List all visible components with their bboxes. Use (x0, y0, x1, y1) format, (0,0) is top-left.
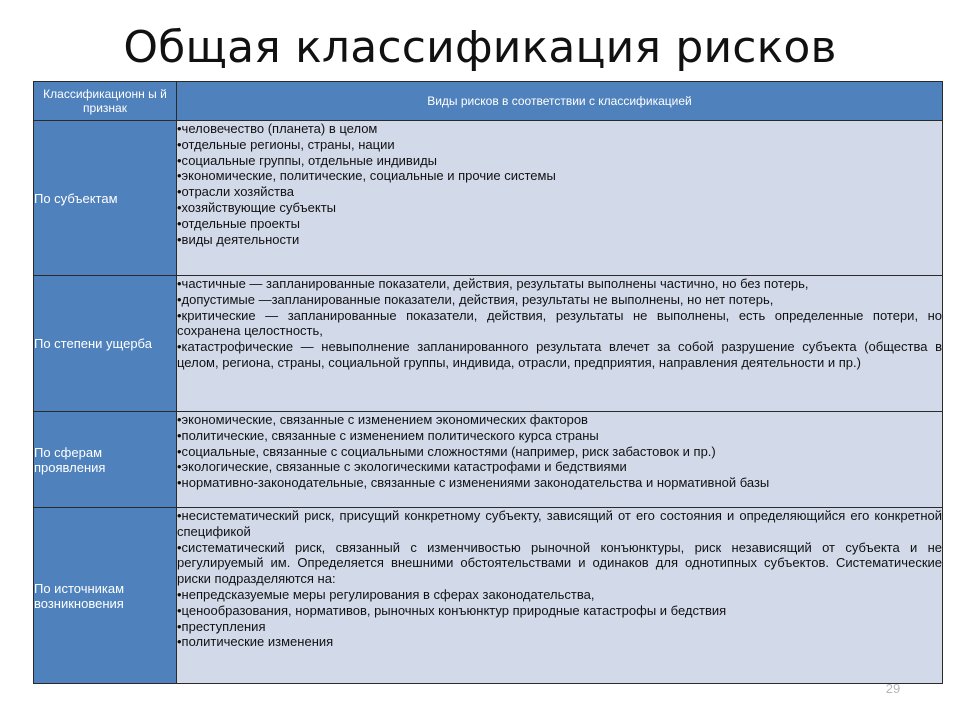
list-item: •экономические, связанные с изменением экономических факторов (177, 412, 588, 427)
row-category: По субъектам (34, 121, 177, 276)
list-item: •отрасли хозяйства (177, 184, 295, 200)
header-risk-types: Виды рисков в соответствии с классификацией (177, 82, 943, 121)
list-item: •политические изменения (177, 634, 334, 650)
slide-title: Общая классификация рисков (123, 22, 837, 73)
risk-classification-table (33, 81, 943, 684)
list-item: •нормативно-законодательные, связанные с изменениями законодательства и нормативной базы (177, 475, 770, 491)
list-item: •виды деятельности (177, 231, 300, 247)
row-items (177, 412, 943, 508)
header-classification-feature: Классификационн ы й признак (34, 82, 177, 121)
page-number: 29 (885, 681, 901, 696)
list-item: •критические — запланированные показатели, действия, результаты не выполнены, есть определенные потери, но сохранена целостность, (177, 307, 942, 339)
list-item: •хозяйствующие субъекты (177, 199, 337, 215)
row-items (177, 276, 943, 412)
list-item: •человечество (планета) в целом (177, 121, 378, 136)
list-item: •ценообразования, нормативов, рыночных конъюнктур природные катастрофы и бедствия (177, 602, 727, 618)
row-items (177, 121, 943, 276)
list-item: •катастрофические — невыполнение запланированного результата влечет за собой разрушение субъекта (общества в целом, региона, страны, социальной группы, индивида, отрасли, предприятия, направления деятельности и пр.) (177, 339, 942, 370)
list-item: •экономические, политические, социальные и прочие системы (177, 168, 556, 184)
row-category: По сферам проявления (34, 412, 177, 508)
list-item: •несистематический риск, присущий конкретному субъекту, зависящий от его состояния и определяющийся его конкретной спецификой (177, 508, 942, 539)
row-category: По степени ущерба (34, 276, 177, 412)
list-item: •социальные группы, отдельные индивиды (177, 152, 438, 168)
list-item: •частичные — запланированные показатели, действия, результаты выполнены частично, но без потерь, (177, 276, 809, 291)
list-item: •преступления (177, 618, 266, 634)
table-header-row (34, 82, 943, 121)
row-category: По источникам возникновения (34, 508, 177, 684)
list-item: •политические, связанные с изменением политического курса страны (177, 427, 599, 443)
table-row (34, 276, 943, 412)
list-item: •экологические, связанные с экологическими катастрофами и бедствиями (177, 459, 627, 475)
table-row (34, 121, 943, 276)
table-row (34, 508, 943, 684)
list-item: •систематический риск, связанный с изменчивостью рыночной конъюнктуры, риск независящий от субъекта и не регулируемый им. Определяется внешними обстоятельствами и одинаков для однотипных субъектов. Систематические риски подразделяются на: (177, 539, 942, 587)
list-item: •отдельные проекты (177, 215, 300, 231)
list-item: •непредсказуемые меры регулирования в сферах законодательства, (177, 586, 595, 602)
list-item: •допустимые —запланированные показатели, действия, результаты не выполнены, но нет потерь, (177, 291, 774, 307)
table-row (34, 412, 943, 508)
list-item: •отдельные регионы, страны, нации (177, 136, 395, 152)
list-item: •социальные, связанные с социальными сложностями (например, риск забастовок и пр.) (177, 443, 716, 459)
row-items (177, 508, 943, 684)
